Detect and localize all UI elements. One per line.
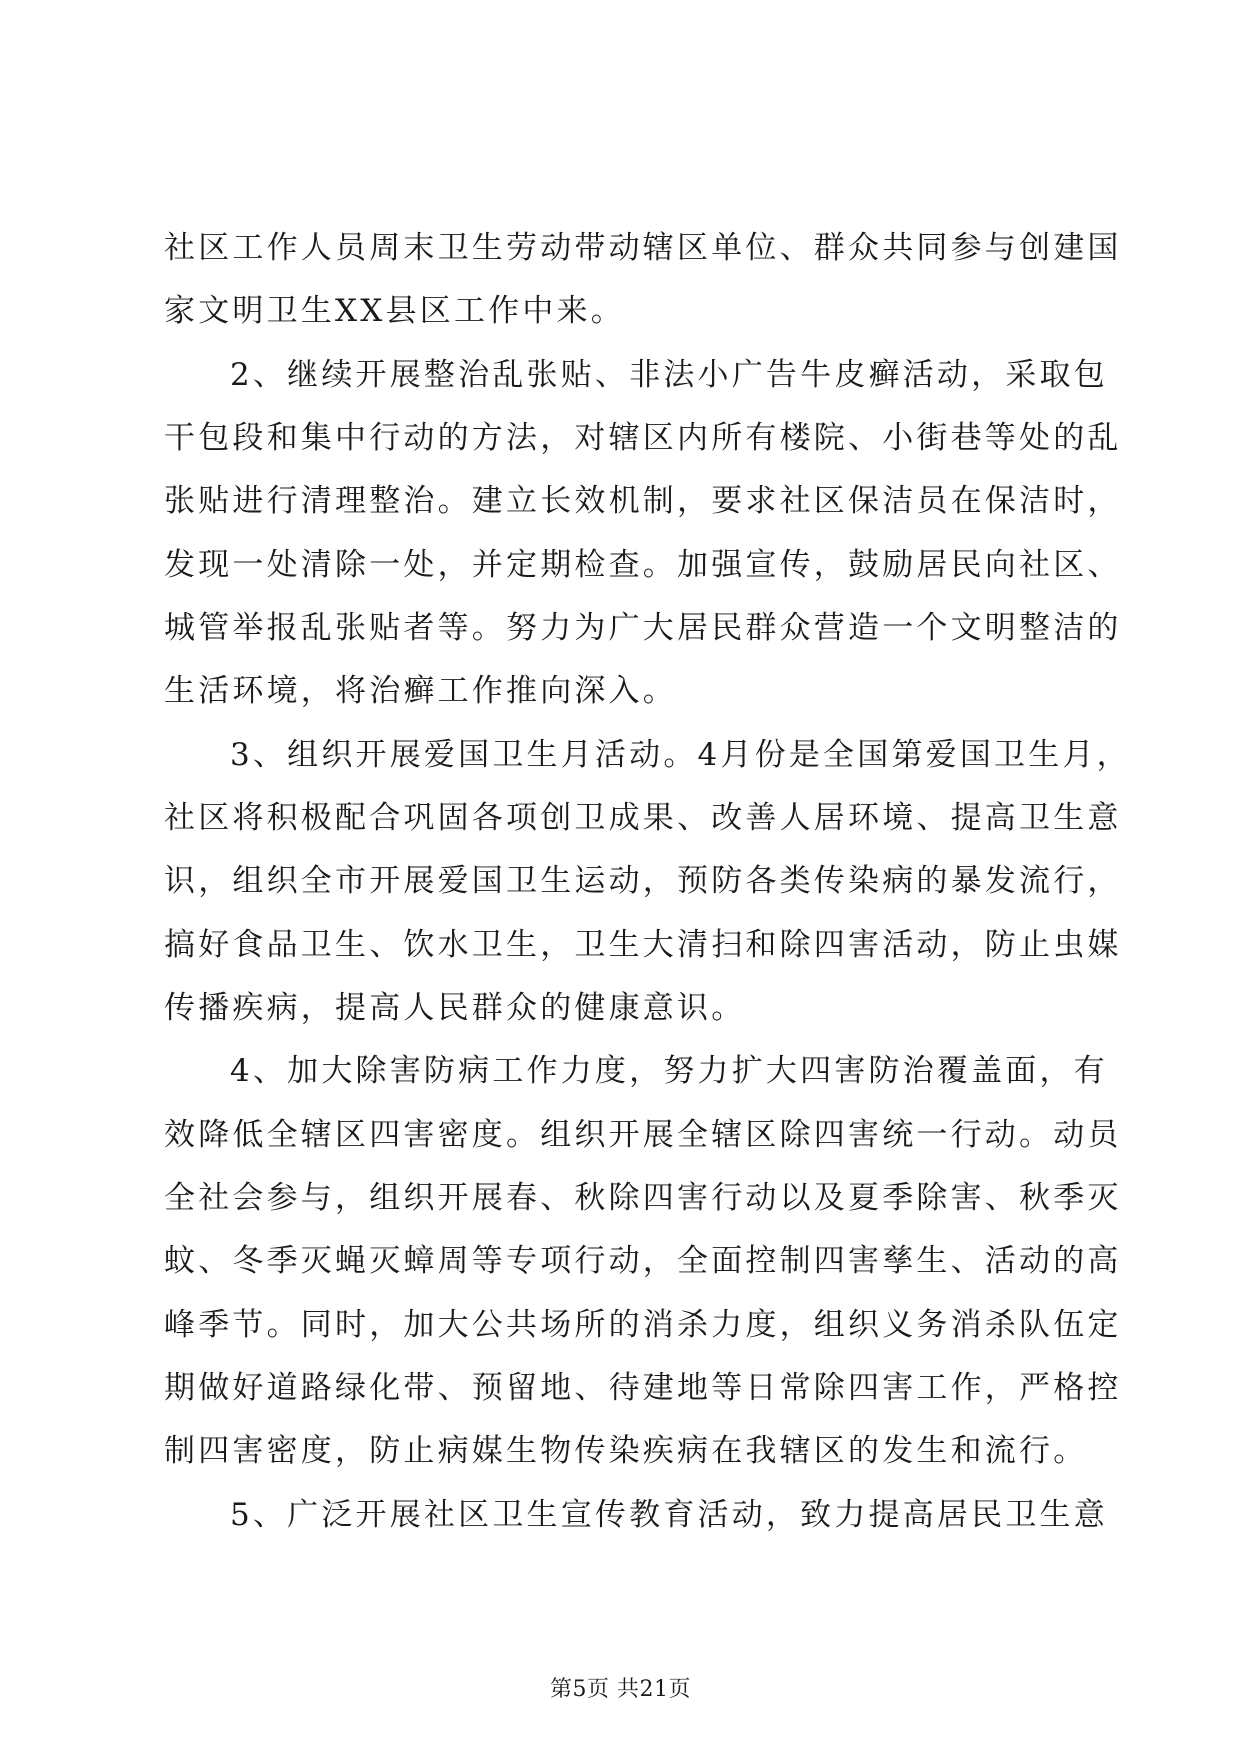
paragraph-4-first-line: 4、加大除害防病工作力度，努力扩大四害防治覆盖面，有: [230, 1053, 1108, 1089]
text-line-10: 社区将积极配合巩固各项创卫成果、改善人居环境、提高卫生意: [164, 800, 1122, 836]
text-line-11: 识，组织全市开展爱国卫生运动，预防各类传染病的暴发流行，: [164, 863, 1122, 899]
text-line-15: 效降低全辖区四害密度。组织开展全辖区除四害统一行动。动员: [164, 1117, 1122, 1153]
text-line-1: 社区工作人员周末卫生劳动带动辖区单位、群众共同参与创建国: [164, 230, 1122, 266]
paragraph-2-first-line: 2、继续开展整治乱张贴、非法小广告牛皮癣活动，采取包: [230, 357, 1108, 393]
text-line-18: 峰季节。同时，加大公共场所的消杀力度，组织义务消杀队伍定: [164, 1307, 1122, 1343]
paragraph-5-first-line: 5、广泛开展社区卫生宣传教育活动，致力提高居民卫生意: [230, 1497, 1108, 1533]
text-line-20: 制四害密度，防止病媒生物传染疾病在我辖区的发生和流行。: [164, 1433, 1088, 1469]
text-line-4: 干包段和集中行动的方法，对辖区内所有楼院、小街巷等处的乱: [164, 420, 1122, 456]
text-line-17: 蚊、冬季灭蝇灭蟑周等专项行动，全面控制四害孳生、活动的高: [164, 1243, 1122, 1279]
text-line-8: 生活环境，将治癣工作推向深入。: [164, 673, 677, 709]
paragraph-3-first-line: 3、组织开展爱国卫生月活动。4月份是全国第爱国卫生月，: [230, 737, 1131, 773]
page-number-footer: 第5页 共21页: [550, 1677, 691, 1702]
text-line-5: 张贴进行清理整治。建立长效机制，要求社区保洁员在保洁时，: [164, 483, 1122, 519]
text-line-16: 全社会参与，组织开展春、秋除四害行动以及夏季除害、秋季灭: [164, 1180, 1122, 1216]
text-line-19: 期做好道路绿化带、预留地、待建地等日常除四害工作，严格控: [164, 1370, 1122, 1406]
text-line-12: 搞好食品卫生、饮水卫生，卫生大清扫和除四害活动，防止虫媒: [164, 927, 1122, 963]
text-line-13: 传播疾病，提高人民群众的健康意识。: [164, 990, 746, 1026]
text-line-2: 家文明卫生XX县区工作中来。: [164, 293, 625, 329]
text-line-7: 城管举报乱张贴者等。努力为广大居民群众营造一个文明整洁的: [164, 610, 1122, 646]
text-line-6: 发现一处清除一处，并定期检查。加强宣传，鼓励居民向社区、: [164, 547, 1122, 583]
